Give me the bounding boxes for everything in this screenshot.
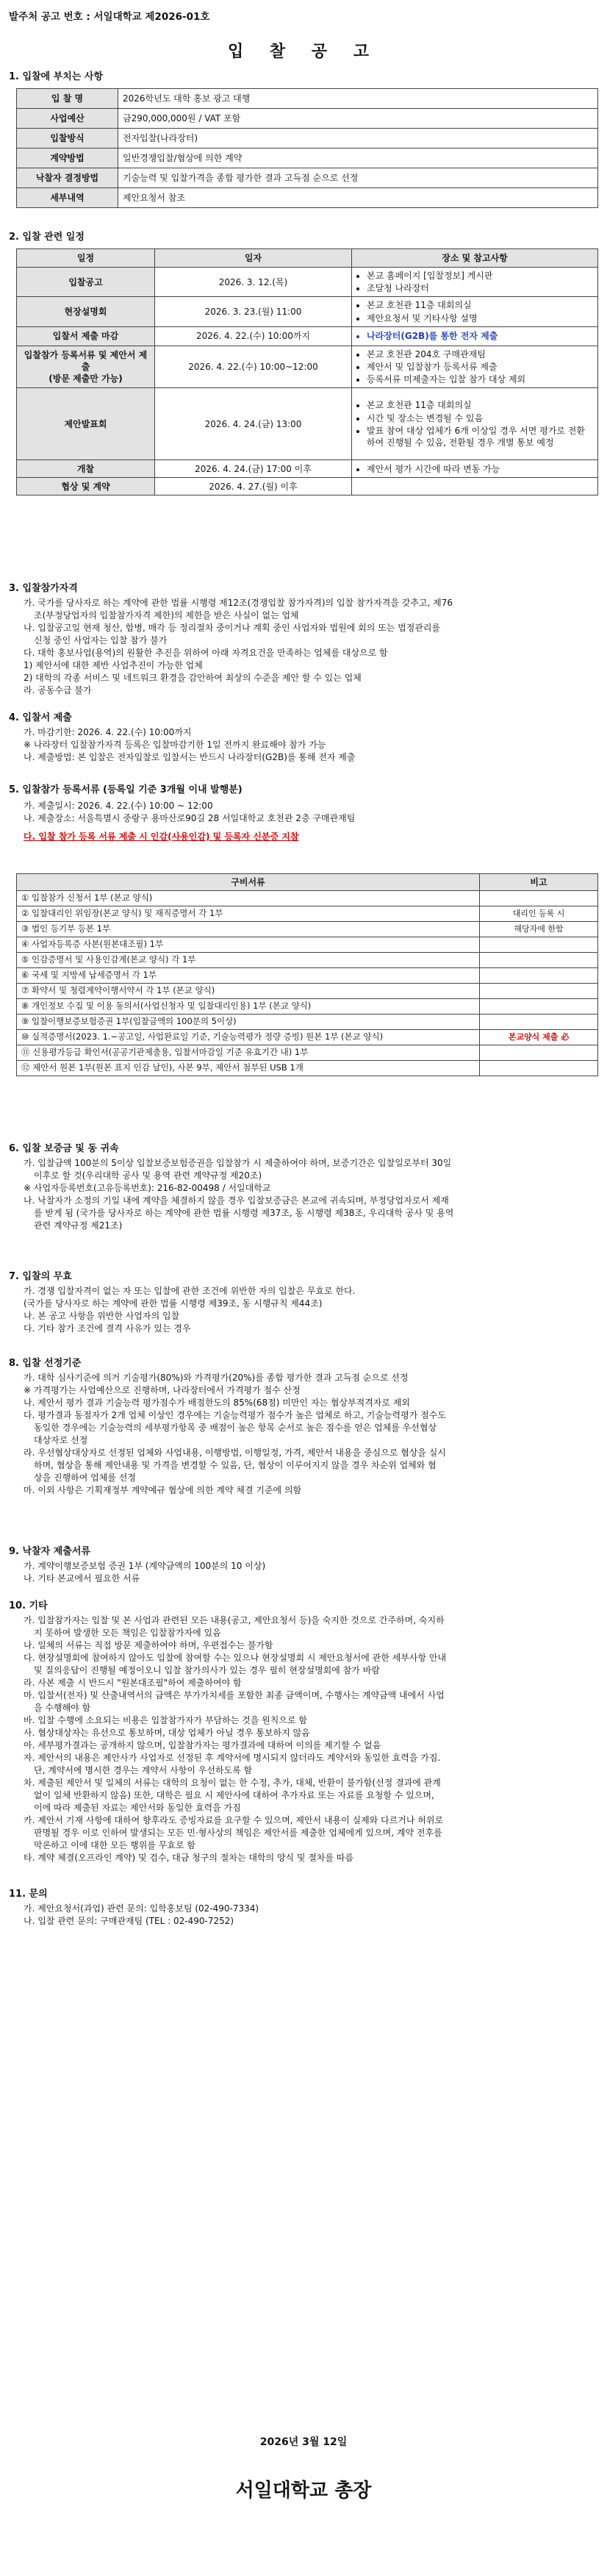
section3-body [9,597,598,697]
text-line: 자. 제안서의 내용은 제안사가 사업자로 선정된 후 계약서에 명시되지 않더라도 계약서와 동일한 효력을 가짐. [24,1753,441,1763]
schedule-item-cell [17,297,155,326]
section5-red-notice: 다. 입찰 참가 등록 서류 제출 시 인감(사용인감) 및 등록자 신분증 지참 [24,831,299,842]
section7-heading: 7. 입찰의 무효 [9,1271,72,1282]
section6-body [9,1157,598,1232]
text-line: 나. 입찰 관련 문의: 구매관재팀 (TEL : 02-490-7252) [24,1916,234,1926]
schedule-item: 입찰공고 [68,276,103,287]
text-line: 단, 계약서에 명시한 경우는 계약서 사항이 우선하도록 함 [34,1765,253,1775]
docs-header: 비고 [480,874,598,891]
text-line: ※ 나라장터 입찰참가자격 등록은 입찰마감기한 1일 전까지 완료해야 참가 가능 [24,740,326,750]
section2-heading: 2. 입찰 관련 일정 [9,232,85,243]
doc-note [480,1061,598,1076]
schedule-date: 2026. 4. 22.(수) 10:00까지 [155,326,352,346]
document-title: 입 찰 공 고 [228,43,379,61]
text-line: (국가를 당사자로 하는 계약에 관한 법률 시행령 제39조, 동 시행규칙 제44조) [24,1298,323,1309]
text-line: 상을 진행하여 업체를 선정 [34,1473,136,1483]
section8-heading: 8. 입찰 선정기준 [9,1358,82,1369]
doc-note [480,999,598,1015]
schedule-notes [352,388,598,460]
notes-list [356,399,593,448]
schedule-item-cell [17,388,155,460]
schedule-row [17,268,598,297]
docs-row [17,953,598,968]
text-line: 가. 대학 심사기준에 의거 기술평가(80%)와 가격평가(20%)를 종합 평가한 결과 고득점 순으로 선정 [24,1373,409,1383]
docs-row [17,1045,598,1061]
text-line: 이후로 할 것(우리대학 공사 및 용역 관련 계약규정 제20조) [34,1170,262,1181]
text-line: 나. 제출방법: 본 입찰은 전자입찰로 입찰서는 반드시 나라장터(G2B)를 통해 전자 제출 [24,752,356,762]
text-line: 을 수행해야 함 [34,1703,91,1713]
section9-body [9,1560,598,1585]
text-line: 가. 계약이행보증보험 증권 1부 (계약금액의 100분의 10 이상) [24,1561,266,1571]
note-item: • 등록서류 미제출자는 입찰 참가 대상 제외 [367,373,593,385]
note-item: • 본교 호천관 11층 대회의실 [367,399,593,411]
doc-note [480,1015,598,1030]
schedule-table [16,248,598,495]
schedule-date: 2026. 3. 23.(월) 11:00 [155,297,352,326]
doc-item: ⑪ 신용평가등급 확인서(공공기관제출용, 입찰서마감일 기준 유효기간 내) 1부 [17,1045,480,1061]
docs-row [17,1061,598,1076]
notes-list [356,299,593,323]
section11-heading: 11. 문의 [9,1889,48,1900]
text-line: 아. 세부평가결과는 공개하지 않으며, 입찰참가자는 평가결과에 대하여 이의를 제기할 수 없음 [24,1740,381,1750]
note-item: • 본교 홈페이지 [입찰정보] 게시판 [367,270,593,282]
docs-row [17,906,598,922]
docs-row [17,999,598,1015]
schedule-item-cell [17,346,155,388]
text-line: 사. 협상대상자는 유선으로 통보하며, 대상 업체가 아닐 경우 통보하지 않음 [24,1728,310,1738]
doc-item: ⑨ 입찰이행보증보험증권 1부(입찰금액의 100분의 5이상) [17,1015,480,1030]
doc-item: ⑥ 국세 및 지방세 납세증명서 각 1부 [17,968,480,984]
summary-label: 낙찰자 결정방법 [17,168,118,188]
summary-row [17,149,598,168]
section4-heading: 4. 입찰서 제출 [9,712,72,723]
note-item: • 나라장터(G2B)를 통한 전자 제출 [367,330,593,342]
schedule-notes [352,346,598,388]
summary-value: 전자입찰(나라장터) [118,129,598,149]
schedule-header: 일자 [155,249,352,268]
announcement-number: 발주처 공고 번호 : 서일대학교 제2026-01호 [9,11,210,23]
text-line: 마. 이외 사항은 기획재정부 계약예규 협상에 의한 계약 체결 기준에 의함 [24,1485,302,1495]
section10-body [9,1614,598,1864]
text-line: 가. 제안요청서(과업) 관련 문의: 입학홍보팀 (02-490-7334) [24,1903,259,1914]
text-line: 라. 공동수급 불가 [24,685,92,695]
notes-list [356,463,593,475]
notes-list [356,348,593,386]
text-line: 및 질의응답이 진행될 예정이오니 입찰 참가의사가 있는 경우 필히 현장설명회에 참가 바람 [34,1665,380,1675]
text-line: 가. 국가를 당사자로 하는 계약에 관한 법률 시행령 제12조(경쟁입찰 참가자격)의 입찰 참가자격을 갖추고, 제76 [24,598,453,608]
doc-item: ④ 사업자등록증 사본(원본대조필) 1부 [17,937,480,953]
text-line: 동일한 경우에는 기술능력의 세부평가항목 중 배점이 높은 항목 순서로 높은 점수를 얻은 업체를 우선협상 [34,1423,437,1433]
notes-list [356,270,593,294]
signature-president: 서일대학교 총장 [235,2480,372,2502]
announcement-date: 2026년 3월 12일 [259,2436,348,2448]
text-line: 관련 계약규정 제21조) [34,1220,123,1231]
section4-body [9,726,598,764]
section9-heading: 9. 낙찰자 제출서류 [9,1546,90,1557]
section6-heading: 6. 입찰 보증금 및 동 귀속 [9,1143,119,1154]
summary-label: 사업예산 [17,109,118,129]
text-line: 나. 낙찰자가 소정의 기일 내에 계약을 체결하지 않을 경우 입찰보증금은 본교에 귀속되며, 부정당업자로서 제재 [24,1195,449,1206]
docs-row [17,968,598,984]
text-line: 2) 대학의 각종 서비스 및 네트워크 환경을 감안하여 최상의 수준을 제안 할 수 있는 업체 [24,673,362,683]
text-line: 하며, 협상을 통해 제안내용 및 가격을 변경할 수 있음, 단, 협상이 이루어지지 않을 경우 차순위 업체와 협 [34,1460,437,1470]
schedule-item-sub: (방문 제출만 가능) [49,373,123,384]
schedule-date: 2026. 3. 12.(목) [155,268,352,297]
summary-row [17,89,598,109]
docs-row [17,937,598,953]
schedule-date: 2026. 4. 24.(금) 17:00 이후 [155,460,352,478]
summary-row [17,109,598,129]
text-line: 지 못하여 발생한 모든 책임은 입찰참가자에 있음 [34,1628,221,1638]
section7-body [9,1285,598,1335]
schedule-item: 입찰참가 등록서류 및 제안서 제출 [24,349,148,372]
schedule-notes [352,460,598,478]
doc-note: 본교양식 제출 必 [480,1030,598,1045]
schedule-date: 2026. 4. 24.(금) 13:00 [155,388,352,460]
text-line: 다. 대학 홍보사업(용역)의 원활한 추진을 위하여 아래 자격요건을 만족하는 업체를 대상으로 함 [24,648,388,658]
text-line: 가. 입찰참가자는 입찰 및 본 사업과 관련된 모든 내용(공고, 제안요청서 등)을 숙지한 것으로 간주하며, 숙지하 [24,1615,445,1625]
text-line: 없이 일체 반환하지 않음) 또한, 대학은 필요 시 제안사에 대하여 추가자료 또는 자료를 요청할 수 있으며, [34,1790,434,1800]
text-line: 타. 계약 체결(오프라인 계약) 및 검수, 대금 청구의 절차는 대학의 양식 및 절차를 따름 [24,1853,354,1863]
doc-note: 해당자에 한함 [480,922,598,937]
text-line: 나. 일체의 서류는 직접 방문 제출하여야 하며, 우편접수는 불가함 [24,1640,273,1650]
schedule-row [17,297,598,326]
doc-item: ② 입찰대리인 위임장(본교 양식) 및 재직증명서 각 1부 [17,906,480,922]
schedule-notes [352,326,598,346]
section11-body [9,1903,598,1928]
doc-note [480,1045,598,1061]
bid-summary-table [16,88,598,208]
section1-heading: 1. 입찰에 부치는 사항 [9,71,104,82]
schedule-date: 2026. 4. 22.(수) 10:00~12:00 [155,346,352,388]
text-line: 나. 본 공고 사항을 위반한 사업자의 입찰 [24,1311,180,1321]
summary-label: 입찰방식 [17,129,118,149]
schedule-notes [352,478,598,495]
summary-row [17,168,598,188]
text-line: 판명될 경우 이로 인하여 발생되는 모든 민·형사상의 책임은 제안서를 제출한 업체에게 있으며, 계약 전후를 [34,1828,442,1838]
doc-item: ⑦ 확약서 및 청렴계약이행서약서 각 1부 (본교 양식) [17,984,480,999]
docs-row [17,922,598,937]
schedule-item: 개찰 [76,463,95,474]
text-line: 가. 제출일시: 2026. 4. 22.(수) 10:00 ~ 12:00 [24,801,213,811]
schedule-item-cell [17,460,155,478]
doc-item: ③ 법인 등기부 등본 1부 [17,922,480,937]
note-item: • 조달청 나라장터 [367,282,593,294]
text-line: 막론하고 이에 대한 모든 행위를 무효로 함 [34,1840,195,1850]
text-line: 차. 제출된 제안서 및 일체의 서류는 대학의 요청이 없는 한 수정, 추가, 대체, 반환이 불가함(선정 결과에 관계 [24,1778,441,1788]
schedule-header: 장소 및 참고사항 [352,249,598,268]
text-line: 를 받게 됨 (국가를 당사자로 하는 계약에 관한 법률 시행령 제37조, 동 시행령 제38조, 우리대학 공사 및 용역 [34,1208,454,1218]
schedule-item: 현장설명회 [64,306,107,317]
doc-note: 대리인 등록 시 [480,906,598,922]
text-line: 가. 마감기한: 2026. 4. 22.(수) 10:00까지 [24,727,192,737]
section8-body [9,1372,598,1497]
schedule-header: 일정 [17,249,155,268]
schedule-item: 입찰서 제출 마감 [52,331,119,342]
schedule-item-cell [17,478,155,495]
text-line: ※ 가격평가는 사업예산으로 진행하며, 나라장터에서 가격평가 점수 산정 [24,1385,301,1395]
docs-header: 구비서류 [17,874,480,891]
text-line: 카. 제안서 기재 사항에 대하여 향후라도 증빙자료를 요구할 수 있으며, 제안서 내용이 실제와 다르거나 허위로 [24,1815,444,1825]
schedule-item-cell [17,268,155,297]
section5-heading: 5. 입찰참가 등록서류 (등록일 기준 3개월 이내 발행분) [9,784,243,795]
section10-heading: 10. 기타 [9,1600,48,1611]
doc-note [480,984,598,999]
schedule-item-cell [17,326,155,346]
doc-note [480,891,598,906]
summary-label: 입 찰 명 [17,89,118,109]
section5-body [9,800,598,825]
docs-row [17,891,598,906]
schedule-item: 제안발표회 [64,418,107,429]
schedule-row [17,388,598,460]
text-line: 다. 현장설명회에 참여하지 않아도 입찰에 참여할 수는 있으나 현장설명회 시 제안요청서에 관한 세부사항 안내 [24,1653,447,1663]
summary-row [17,188,598,208]
schedule-row [17,346,598,388]
text-line: 1) 제안서에 대한 제반 사업추진이 가능한 업체 [24,660,203,670]
text-line: 나. 기타 본교에서 필요한 서류 [24,1573,140,1584]
notes-list [356,330,593,342]
text-line: 다. 기타 참가 조건에 결격 사유가 있는 경우 [24,1323,191,1334]
schedule-row [17,460,598,478]
summary-label: 세부내역 [17,188,118,208]
schedule-notes [352,268,598,297]
required-docs-table [16,873,598,1076]
text-line: 라. 우선협상대상자로 선정된 업체와 사업내용, 이행방법, 이행일정, 가격, 제안서 내용을 중심으로 협상을 실시 [24,1448,446,1458]
note-item: • 제안서 평가 시간에 따라 변동 가능 [367,463,593,475]
doc-item: ⑫ 제안서 원본 1부(원본 표지 인감 날인), 사본 9부, 제안서 첨부된 USB 1개 [17,1061,480,1076]
note-item: • 발표 참여 대상 업체가 6개 이상일 경우 서면 평가로 전환하여 진행될 수 있음, 전환될 경우 개별 통보 예정 [367,425,593,448]
text-line: 바. 입찰 수행에 소요되는 비용은 입찰참가자가 부담하는 것을 원칙으로 함 [24,1715,307,1725]
doc-note [480,937,598,953]
schedule-date: 2026. 4. 27.(월) 이후 [155,478,352,495]
doc-item: ⑩ 실적증명서(2023. 1.~공고일, 사업완료일 기준, 기술능력평가 정량 증빙) 원본 1부 (본교 양식) [17,1030,480,1045]
section3-heading: 3. 입찰참가자격 [9,583,78,594]
docs-row [17,984,598,999]
text-line: 이에 따라 제출된 자료는 제안서와 동일한 효력을 가짐 [34,1803,241,1813]
summary-row [17,129,598,149]
text-line: ※ 사업자등록번호(고유등록번호): 216-82-00498 / 서일대학교 [24,1183,271,1193]
summary-value: 금290,000,000원 / VAT 포함 [118,109,598,129]
docs-row [17,1030,598,1045]
text-line: 마. 입찰서(전자) 및 산출내역서의 금액은 부가가치세를 포함한 최종 금액이며, 수행사는 계약금액 내에서 사업 [24,1690,445,1700]
note-item: • 본교 호천관 204호 구매관재팀 [367,348,593,360]
doc-item: ⑤ 인감증명서 및 사용인감계(본교 양식) 각 1부 [17,953,480,968]
text-line: 대상자로 선정 [34,1435,88,1445]
schedule-row [17,326,598,346]
text-line: 나. 입찰공고일 현재 청산, 합병, 매각 등 정리절차 중이거나 계획 중인 사업자와 법원에 회의 또는 법정관리를 [24,623,441,633]
doc-note [480,953,598,968]
text-line: 다. 평가결과 동점자가 2개 업체 이상인 경우에는 기술능력평가 점수가 높은 업체로 하고, 기술능력평가 점수도 [24,1410,446,1420]
text-line: 라. 사본 제출 시 반드시 "원본대조필"하여 제출하여야 함 [24,1678,242,1688]
text-line: 나. 제출장소: 서울특별시 중랑구 용마산로90길 28 서일대학교 호천관 2층 구매관재팀 [24,813,356,823]
schedule-row [17,478,598,495]
schedule-item: 협상 및 계약 [61,481,110,492]
doc-note [480,968,598,984]
doc-item: ⑧ 개인정보 수집 및 이용 동의서(사업신청자 및 입찰대리인용) 1부 (본교 양식) [17,999,480,1015]
note-item: • 본교 호천관 11층 대회의실 [367,299,593,311]
docs-row [17,1015,598,1030]
text-line: 나. 제안서 평가 결과 기술능력 평가점수가 배점한도의 85%(68점) 미만인 자는 협상부적격자로 제외 [24,1398,410,1408]
summary-label: 계약방법 [17,149,118,168]
text-line: 신청 중인 사업자는 입찰 참가 불가 [34,635,168,645]
text-line: 조(부정당업자의 입찰참가자격 제한)의 제한을 받은 사실이 없는 업체 [34,610,299,620]
summary-value: 2026학년도 대학 홍보 광고 대행 [118,89,598,109]
note-item: • 시간 및 장소는 변경될 수 있음 [367,412,593,424]
schedule-notes [352,297,598,326]
note-item: • 제안요청서 및 기타사항 설명 [367,312,593,324]
summary-value: 일반경쟁입찰/협상에 의한 계약 [118,149,598,168]
summary-value: 기술능력 및 입찰가격을 종합 평가한 결과 고득점 순으로 선정 [118,168,598,188]
text-line: 가. 입찰금액 100분의 5이상 입찰보증보험증권을 입찰참가 시 제출하여야 하며, 보증기간은 입찰일로부터 30일 [24,1158,452,1168]
text-line: 가. 경쟁 입찰자격이 없는 자 또는 입찰에 관한 조건에 위반한 자의 입찰은 무효로 한다. [24,1286,356,1296]
note-item: • 제안서 및 입찰참가 등록서류 제출 [367,361,593,373]
summary-value: 제안요청서 참조 [118,188,598,208]
doc-item: ① 입찰참가 신청서 1부 (본교 양식) [17,891,480,906]
